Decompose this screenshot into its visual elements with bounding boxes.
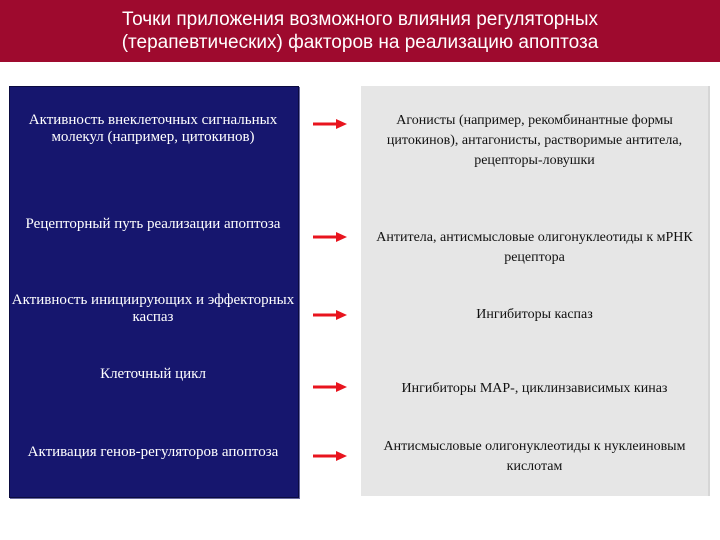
- factor-caspase-inhibitors: Ингибиторы каспаз: [476, 307, 593, 322]
- factor-antibodies-antisense: Антитела, антисмысловые олигонуклеотиды к мРНК рецептора: [376, 230, 693, 265]
- arrow-head: [336, 382, 347, 392]
- slide-title: Точки приложения возможного влияния регуляторных (терапевтических) факторов на реализацию апоптоза: [121, 9, 599, 53]
- slide-header: [0, 0, 720, 62]
- arrow-right-icon: [313, 450, 347, 462]
- arrow-right-icon: [313, 231, 347, 243]
- factor-antisense-nucleic-acids: Антисмысловые олигонуклеотиды к нуклеиновым кислотам: [383, 439, 686, 474]
- arrow-right-icon: [313, 309, 347, 321]
- target-point-receptor-pathway: Рецепторный путь реализации апоптоза: [25, 216, 281, 232]
- factor-kinase-inhibitors: Ингибиторы MAP-, циклинзависимых киназ: [401, 381, 668, 396]
- arrow-head: [336, 310, 347, 320]
- target-point-regulator-genes: Активация генов-регуляторов апоптоза: [27, 444, 279, 460]
- arrow-head: [336, 451, 347, 461]
- target-point-cell-cycle: Клеточный цикл: [100, 366, 206, 382]
- target-point-extracellular-signals: Активность внеклеточных сигнальных молекул (например, цитокинов): [28, 112, 278, 145]
- arrow-head: [336, 119, 347, 129]
- arrow-right-icon: [313, 381, 347, 393]
- target-point-caspases: Активность инициирующих и эффекторных каспаз: [11, 292, 295, 325]
- arrow-head: [336, 232, 347, 242]
- factor-agonists-antagonists: Агонисты (например, рекомбинантные формы цитокинов), антагонисты, растворимые антитела, рецепторы-ловушки: [386, 113, 683, 168]
- arrow-right-icon: [313, 118, 347, 130]
